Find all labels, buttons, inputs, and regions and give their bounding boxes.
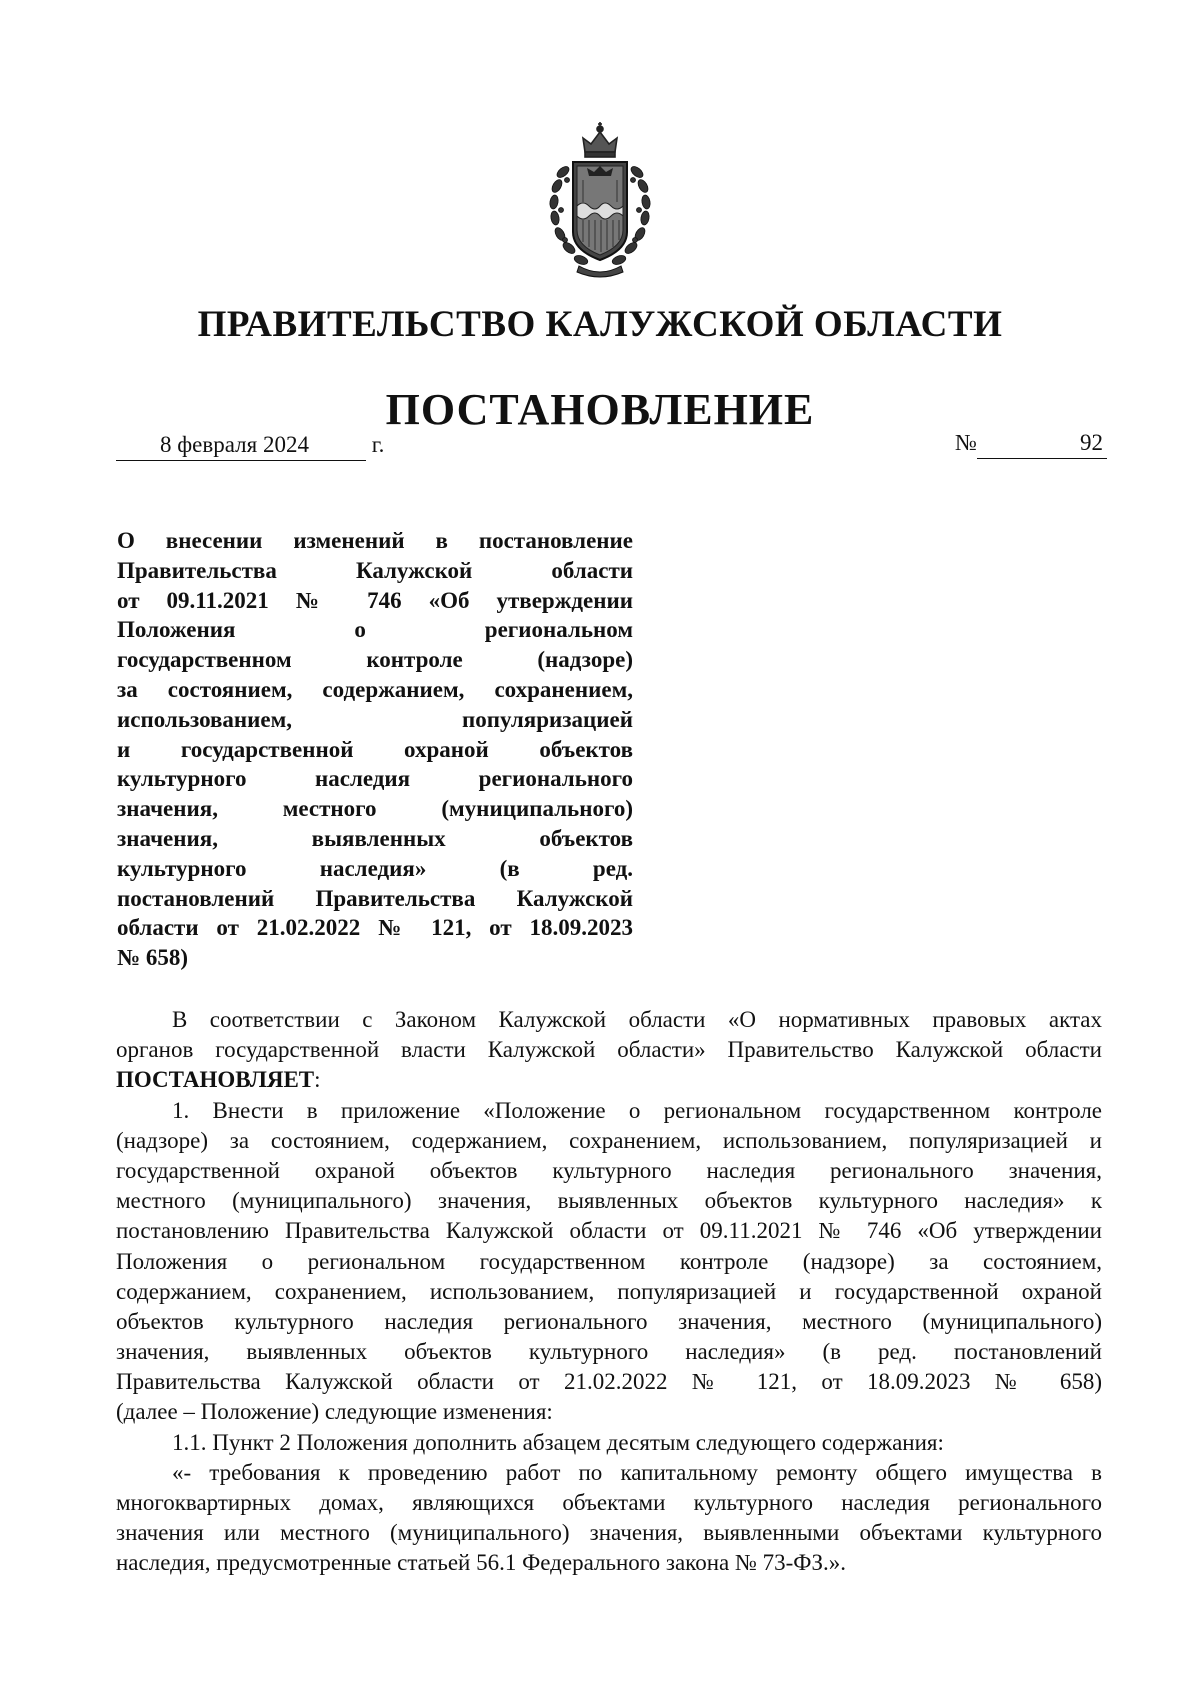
- item1-1-line: 1.1. Пункт 2 Положения дополнить абзацем десятым следующего содержания:: [172, 1429, 944, 1455]
- item1-line: 1. Внести в приложение «Положение о региональном государственном контроле: [172, 1097, 1102, 1123]
- document-type-title: ПОСТАНОВЛЕНИЕ: [385, 385, 815, 434]
- subject-line: постановлений Правительства Калужской: [117, 885, 633, 911]
- quote-line: значения или местного (муниципального) значения, выявленными объектами культурного: [116, 1520, 1102, 1546]
- subject-line: области от 21.02.2022 № 121, от 18.09.2023: [117, 915, 633, 941]
- quote-line: наследия, предусмотренные статьей 56.1 Федерального закона № 73-ФЗ.».: [116, 1550, 847, 1576]
- resolves-word: ПОСТАНОВЛЯЕТ: [116, 1067, 315, 1093]
- subject-line: О внесении изменений в постановление: [117, 528, 633, 553]
- quote-line: многоквартирных домах, являющихся объектами культурного наследия регионального: [116, 1490, 1102, 1515]
- subject-line: Положения о региональном: [117, 617, 633, 643]
- item1-line: Положения о региональном государственном контроле (надзоре) за состоянием,: [116, 1248, 1102, 1274]
- subject-line: значения, местного (муниципального): [117, 796, 633, 822]
- subject-line: культурного наследия» (в ред.: [117, 855, 633, 881]
- document-date: [116, 430, 416, 461]
- number-value: 92: [977, 428, 1107, 459]
- subject-line: № 658): [117, 945, 189, 971]
- subject-line: и государственной охраной объектов: [117, 736, 633, 762]
- item1-line: постановлению Правительства Калужской области от 09.11.2021 № 746 «Об утверждении: [116, 1218, 1102, 1244]
- subject-line: значения, выявленных объектов: [117, 825, 633, 851]
- item1-line: содержанием, сохранением, использованием, популяризацией и государственной охраной: [116, 1278, 1102, 1304]
- subject-line: Правительства Калужской области: [117, 557, 633, 583]
- preamble-line: органов государственной власти Калужской области» Правительство Калужской области: [116, 1037, 1102, 1063]
- item1-line: (далее – Положение) следующие изменения:: [116, 1399, 553, 1425]
- item1-line: объектов культурного наследия регионального значения, местного (муниципального): [116, 1308, 1102, 1334]
- item1-line: (надзоре) за состоянием, содержанием, сохранением, использованием, популяризацией и: [116, 1127, 1102, 1153]
- date-value: 8 февраля 2024: [116, 430, 366, 461]
- document-number: [955, 428, 1107, 459]
- number-sign: №: [955, 430, 977, 455]
- subject-line: культурного наследия регионального: [117, 766, 633, 792]
- item1-line: значения, выявленных объектов культурного наследия» (в ред. постановлений: [116, 1339, 1102, 1365]
- item1-line: государственной охраной объектов культурного наследия регионального значения,: [116, 1157, 1102, 1183]
- subject-line: от 09.11.2021 № 746 «Об утверждении: [117, 587, 633, 613]
- date-suffix: г.: [371, 432, 385, 457]
- preamble-line: В соответствии с Законом Калужской области «О нормативных правовых актах: [172, 1007, 1102, 1032]
- quote-line: «- требования к проведению работ по капитальному ремонту общего имущества в: [172, 1459, 1102, 1485]
- resolves-colon: :: [314, 1067, 321, 1093]
- item1-line: местного (муниципального) значения, выявленных объектов культурного наследия» к: [116, 1188, 1102, 1214]
- subject-line: использованием, популяризацией: [117, 706, 633, 732]
- organization-title: ПРАВИТЕЛЬСТВО КАЛУЖСКОЙ ОБЛАСТИ: [197, 304, 1003, 345]
- document-body: [116, 1005, 1102, 1579]
- subject-line: за состоянием, содержанием, сохранением,: [117, 676, 633, 702]
- item1-line: Правительства Калужской области от 21.02.2022 № 121, от 18.09.2023 № 658): [116, 1369, 1102, 1395]
- document-subject: [117, 526, 633, 973]
- subject-line: государственном контроле (надзоре): [117, 647, 633, 673]
- resolves-line: [116, 1065, 1102, 1095]
- coat-of-arms-icon: [527, 122, 673, 282]
